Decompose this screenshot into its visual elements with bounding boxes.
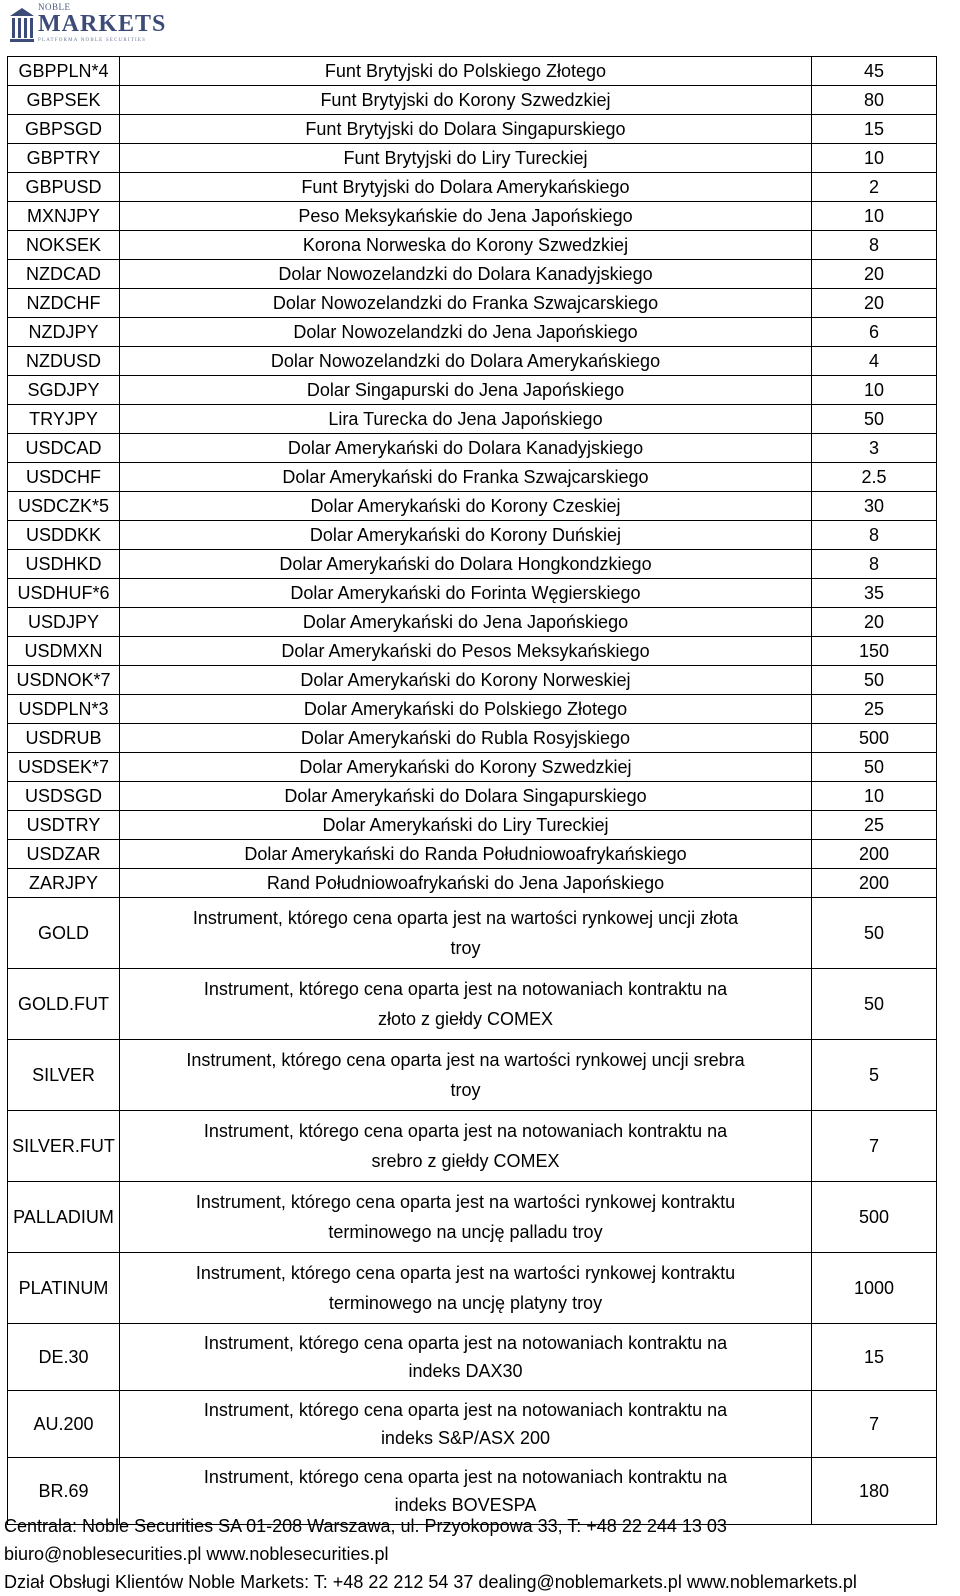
table-row xyxy=(8,57,937,86)
description-cell: Lira Turecka do Jena Japońskiego xyxy=(120,405,812,434)
table-row xyxy=(8,782,937,811)
description-cell: Dolar Amerykański do Polskiego Złotego xyxy=(120,695,812,724)
table-row xyxy=(8,231,937,260)
table-row xyxy=(8,666,937,695)
value-cell: 180 xyxy=(812,1458,937,1525)
symbol-cell: NZDCHF xyxy=(8,289,120,318)
description-cell: Funt Brytyjski do Korony Szwedzkiej xyxy=(120,86,812,115)
symbol-cell: GOLD.FUT xyxy=(8,969,120,1040)
table-row xyxy=(8,521,937,550)
table-row xyxy=(8,840,937,869)
table-row xyxy=(8,434,937,463)
description-cell xyxy=(120,1253,812,1324)
table-row xyxy=(8,463,937,492)
table-row xyxy=(8,289,937,318)
table-row xyxy=(8,144,937,173)
value-cell: 50 xyxy=(812,898,937,969)
symbol-cell: NZDJPY xyxy=(8,318,120,347)
symbol-cell: USDCAD xyxy=(8,434,120,463)
description-cell: Funt Brytyjski do Dolara Singapurskiego xyxy=(120,115,812,144)
value-cell: 500 xyxy=(812,724,937,753)
symbol-cell: PALLADIUM xyxy=(8,1182,120,1253)
table-row xyxy=(8,695,937,724)
description-line: troy xyxy=(450,938,481,958)
symbol-cell: USDCZK*5 xyxy=(8,492,120,521)
table-row xyxy=(8,869,937,898)
description-line: terminowego na uncję palladu troy xyxy=(328,1222,603,1242)
symbol-cell: SILVER.FUT xyxy=(8,1111,120,1182)
description-cell: Dolar Nowozelandzki do Dolara Kanadyjskiego xyxy=(120,260,812,289)
description-cell: Dolar Nowozelandzki do Franka Szwajcarskiego xyxy=(120,289,812,318)
description-cell: Peso Meksykańskie do Jena Japońskiego xyxy=(120,202,812,231)
symbol-cell: NZDCAD xyxy=(8,260,120,289)
description-line: Instrument, którego cena oparta jest na notowaniach kontraktu na xyxy=(203,1400,728,1420)
value-cell: 50 xyxy=(812,753,937,782)
value-cell: 5 xyxy=(812,1040,937,1111)
value-cell: 4 xyxy=(812,347,937,376)
symbol-cell: USDRUB xyxy=(8,724,120,753)
symbol-cell: GBPSEK xyxy=(8,86,120,115)
description-line: indeks S&P/ASX 200 xyxy=(380,1428,551,1448)
value-cell: 8 xyxy=(812,521,937,550)
symbol-cell: TRYJPY xyxy=(8,405,120,434)
value-cell: 150 xyxy=(812,637,937,666)
description-cell: Dolar Amerykański do Korony Norweskiej xyxy=(120,666,812,695)
building-columns-icon xyxy=(8,6,36,44)
value-cell: 20 xyxy=(812,289,937,318)
value-cell: 500 xyxy=(812,1182,937,1253)
table-row xyxy=(8,637,937,666)
value-cell: 45 xyxy=(812,57,937,86)
table-row xyxy=(8,1111,937,1182)
description-cell: Rand Południowoafrykański do Jena Japońskiego xyxy=(120,869,812,898)
value-cell: 7 xyxy=(812,1111,937,1182)
noble-markets-logo xyxy=(8,2,167,48)
value-cell: 10 xyxy=(812,376,937,405)
footer-email-website: biuro@noblesecurities.pl www.noblesecurities.pl xyxy=(4,1544,389,1564)
symbol-cell: USDDKK xyxy=(8,521,120,550)
table-row xyxy=(8,1391,937,1458)
description-cell: Dolar Amerykański do Jena Japońskiego xyxy=(120,608,812,637)
value-cell: 2.5 xyxy=(812,463,937,492)
description-line: srebro z giełdy COMEX xyxy=(371,1151,560,1171)
description-cell xyxy=(120,1111,812,1182)
description-line: indeks BOVESPA xyxy=(394,1495,537,1515)
table-row xyxy=(8,579,937,608)
description-cell xyxy=(120,1182,812,1253)
description-line: troy xyxy=(450,1080,481,1100)
table-row xyxy=(8,492,937,521)
value-cell: 35 xyxy=(812,579,937,608)
footer-address: Centrala: Noble Securities SA 01-208 Warszawa, ul. Przyokopowa 33, T: +48 22 244 13 03 xyxy=(4,1516,727,1536)
description-cell: Dolar Nowozelandzki do Jena Japońskiego xyxy=(120,318,812,347)
value-cell: 20 xyxy=(812,260,937,289)
symbol-cell: ZARJPY xyxy=(8,869,120,898)
symbol-cell: SGDJPY xyxy=(8,376,120,405)
symbol-cell: USDNOK*7 xyxy=(8,666,120,695)
description-cell: Dolar Amerykański do Dolara Hongkondzkiego xyxy=(120,550,812,579)
description-cell: Dolar Amerykański do Forinta Węgierskiego xyxy=(120,579,812,608)
brand-tagline: PLATFORMA NOBLE SECURITIES xyxy=(38,38,147,43)
value-cell: 15 xyxy=(812,1324,937,1391)
symbol-cell: USDSGD xyxy=(8,782,120,811)
symbol-cell: SILVER xyxy=(8,1040,120,1111)
description-cell: Dolar Amerykański do Korony Czeskiej xyxy=(120,492,812,521)
description-cell: Dolar Amerykański do Korony Duńskiej xyxy=(120,521,812,550)
value-cell: 10 xyxy=(812,144,937,173)
symbol-cell: USDPLN*3 xyxy=(8,695,120,724)
description-line: terminowego na uncję platyny troy xyxy=(328,1293,603,1313)
description-line: Instrument, którego cena oparta jest na notowaniach kontraktu na xyxy=(203,1121,728,1141)
description-line: Instrument, którego cena oparta jest na wartości rynkowej uncji srebra xyxy=(186,1050,745,1070)
description-cell: Funt Brytyjski do Liry Tureckiej xyxy=(120,144,812,173)
description-cell xyxy=(120,1040,812,1111)
value-cell: 6 xyxy=(812,318,937,347)
table-row xyxy=(8,260,937,289)
table-row xyxy=(8,550,937,579)
description-cell: Dolar Amerykański do Korony Szwedzkiej xyxy=(120,753,812,782)
description-cell: Korona Norweska do Korony Szwedzkiej xyxy=(120,231,812,260)
description-cell xyxy=(120,969,812,1040)
value-cell: 25 xyxy=(812,695,937,724)
description-line: złoto z giełdy COMEX xyxy=(377,1009,554,1029)
brand-name: MARKETS xyxy=(38,11,167,37)
description-line: Instrument, którego cena oparta jest na notowaniach kontraktu na xyxy=(203,1333,728,1353)
value-cell: 50 xyxy=(812,969,937,1040)
table-row xyxy=(8,811,937,840)
description-cell: Dolar Singapurski do Jena Japońskiego xyxy=(120,376,812,405)
brand-small-text: NOBLE xyxy=(38,2,71,12)
value-cell: 20 xyxy=(812,608,937,637)
value-cell: 30 xyxy=(812,492,937,521)
description-line: Instrument, którego cena oparta jest na notowaniach kontraktu na xyxy=(203,1467,728,1487)
contact-footer xyxy=(4,1512,857,1596)
value-cell: 50 xyxy=(812,666,937,695)
value-cell: 200 xyxy=(812,869,937,898)
symbol-cell: AU.200 xyxy=(8,1391,120,1458)
description-cell: Dolar Amerykański do Dolara Singapurskiego xyxy=(120,782,812,811)
description-cell: Dolar Amerykański do Liry Tureckiej xyxy=(120,811,812,840)
table-row xyxy=(8,724,937,753)
table-row xyxy=(8,969,937,1040)
value-cell: 80 xyxy=(812,86,937,115)
description-cell: Dolar Amerykański do Rubla Rosyjskiego xyxy=(120,724,812,753)
description-cell: Dolar Nowozelandzki do Dolara Amerykańskiego xyxy=(120,347,812,376)
table-row xyxy=(8,1182,937,1253)
table-row xyxy=(8,86,937,115)
table-row xyxy=(8,753,937,782)
symbol-cell: USDHKD xyxy=(8,550,120,579)
table-row xyxy=(8,1253,937,1324)
description-cell: Dolar Amerykański do Franka Szwajcarskiego xyxy=(120,463,812,492)
description-line: indeks DAX30 xyxy=(408,1361,523,1381)
symbol-cell: NZDUSD xyxy=(8,347,120,376)
value-cell: 200 xyxy=(812,840,937,869)
symbol-cell: USDHUF*6 xyxy=(8,579,120,608)
value-cell: 10 xyxy=(812,202,937,231)
symbol-cell: MXNJPY xyxy=(8,202,120,231)
value-cell: 1000 xyxy=(812,1253,937,1324)
table-row xyxy=(8,1324,937,1391)
value-cell: 8 xyxy=(812,231,937,260)
table-row xyxy=(8,173,937,202)
symbol-cell: GBPUSD xyxy=(8,173,120,202)
table-row xyxy=(8,347,937,376)
symbol-cell: PLATINUM xyxy=(8,1253,120,1324)
description-cell: Dolar Amerykański do Pesos Meksykańskiego xyxy=(120,637,812,666)
value-cell: 3 xyxy=(812,434,937,463)
symbol-cell: GBPPLN*4 xyxy=(8,57,120,86)
symbol-cell: GBPSGD xyxy=(8,115,120,144)
description-cell: Dolar Amerykański do Dolara Kanadyjskiego xyxy=(120,434,812,463)
description-cell xyxy=(120,1324,812,1391)
table-row xyxy=(8,898,937,969)
description-cell: Dolar Amerykański do Randa Południowoafrykańskiego xyxy=(120,840,812,869)
table-row xyxy=(8,1040,937,1111)
description-cell xyxy=(120,898,812,969)
symbol-cell: USDZAR xyxy=(8,840,120,869)
value-cell: 15 xyxy=(812,115,937,144)
value-cell: 10 xyxy=(812,782,937,811)
description-cell: Funt Brytyjski do Dolara Amerykańskiego xyxy=(120,173,812,202)
value-cell: 8 xyxy=(812,550,937,579)
description-line: Instrument, którego cena oparta jest na wartości rynkowej uncji złota xyxy=(192,908,739,928)
symbol-cell: BR.69 xyxy=(8,1458,120,1525)
description-cell xyxy=(120,1391,812,1458)
table-row xyxy=(8,318,937,347)
table-row xyxy=(8,608,937,637)
instruments-table xyxy=(7,56,937,1525)
symbol-cell: USDSEK*7 xyxy=(8,753,120,782)
symbol-cell: USDTRY xyxy=(8,811,120,840)
description-line: Instrument, którego cena oparta jest na wartości rynkowej kontraktu xyxy=(195,1263,736,1283)
value-cell: 25 xyxy=(812,811,937,840)
symbol-cell: NOKSEK xyxy=(8,231,120,260)
description-line: Instrument, którego cena oparta jest na wartości rynkowej kontraktu xyxy=(195,1192,736,1212)
footer-customer-service: Dział Obsługi Klientów Noble Markets: T: +48 22 212 54 37 dealing@noblemarkets.pl www.noblemarkets.pl xyxy=(4,1572,857,1592)
symbol-cell: USDCHF xyxy=(8,463,120,492)
value-cell: 50 xyxy=(812,405,937,434)
value-cell: 7 xyxy=(812,1391,937,1458)
symbol-cell: GBPTRY xyxy=(8,144,120,173)
table-row xyxy=(8,405,937,434)
table-row xyxy=(8,376,937,405)
symbol-cell: USDMXN xyxy=(8,637,120,666)
description-cell: Funt Brytyjski do Polskiego Złotego xyxy=(120,57,812,86)
description-line: Instrument, którego cena oparta jest na notowaniach kontraktu na xyxy=(203,979,728,999)
symbol-cell: USDJPY xyxy=(8,608,120,637)
table-row xyxy=(8,202,937,231)
symbol-cell: GOLD xyxy=(8,898,120,969)
symbol-cell: DE.30 xyxy=(8,1324,120,1391)
value-cell: 2 xyxy=(812,173,937,202)
table-row xyxy=(8,115,937,144)
